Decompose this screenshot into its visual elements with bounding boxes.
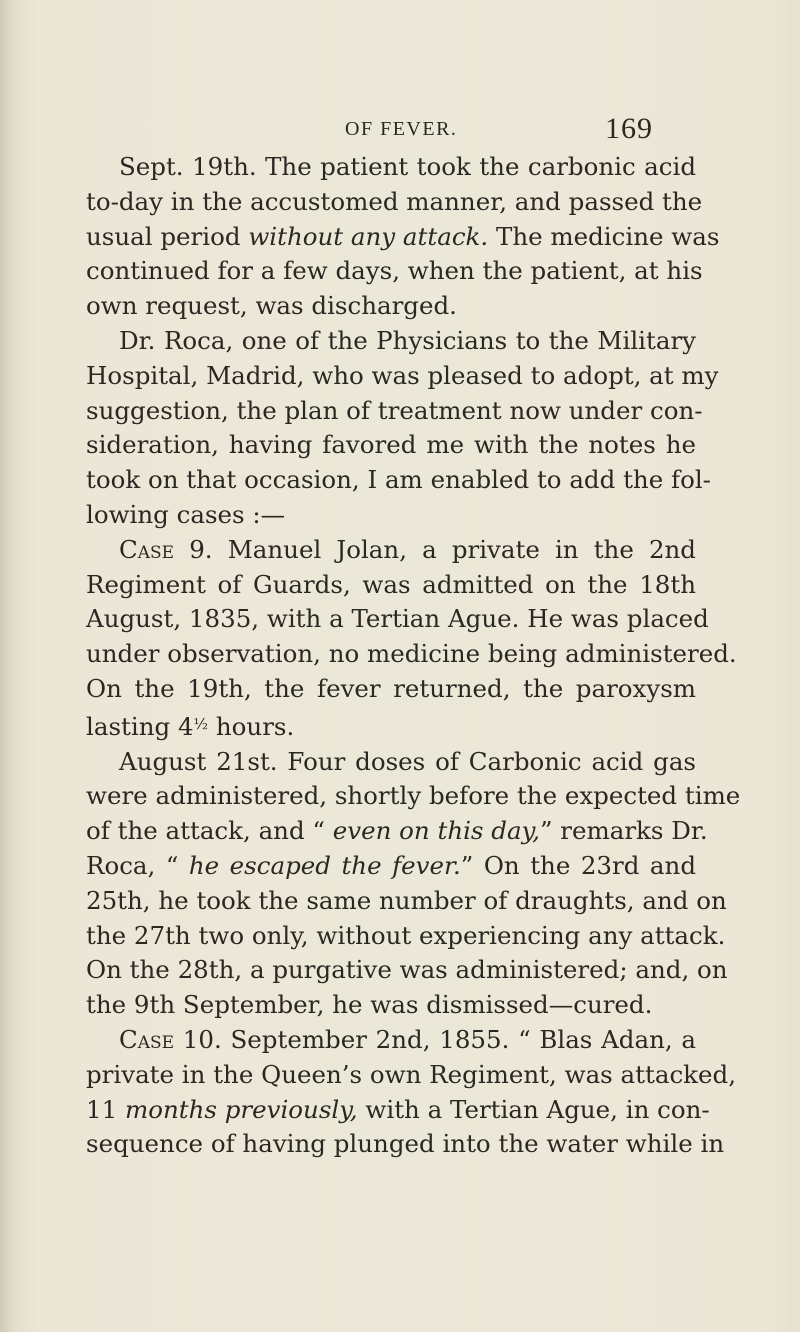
paragraph-4-line-2: were administered, shortly before the expected time xyxy=(86,781,741,811)
italic-quote: even on this day, xyxy=(332,816,540,846)
paragraph-1-line-1: Sept. 19th. The patient took the carbonic acid xyxy=(119,152,696,181)
running-title: OF FEVER. xyxy=(345,118,458,140)
paragraph-1-line-3: usual period without any attack. The medicine was xyxy=(86,221,720,251)
paragraph-4-line-7: On the 28th, a purgative was administered; and, on xyxy=(86,955,728,985)
paragraph-3-line-1: Case 9. Manuel Jolan, a private in the 2nd xyxy=(119,534,696,564)
paragraph-2-line-2: Hospital, Madrid, who was pleased to adopt, at my xyxy=(86,360,719,390)
paragraph-4-line-6: the 27th two only, without experiencing any attack. xyxy=(86,920,726,950)
italic-quote: he escaped the fever. xyxy=(188,850,461,880)
paragraph-5-line-2: private in the Queen’s own Regiment, was attacked, xyxy=(86,1059,736,1089)
paragraph-1-line-2: to-day in the accustomed manner, and passed the xyxy=(86,186,703,216)
running-head xyxy=(0,112,800,145)
body-text xyxy=(86,150,741,1162)
paragraph-1-line-5: own request, was discharged. xyxy=(86,291,457,321)
page-number: 169 xyxy=(605,112,653,145)
paragraph-2-line-4: sideration, having favored me with the notes he xyxy=(86,430,696,460)
paragraph-5-line-3: 11 months previously, with a Tertian Ague, in con- xyxy=(86,1094,710,1124)
paragraph-4-line-4: Roca, “ he escaped the fever.” On the 23rd and xyxy=(86,850,696,880)
paragraph-3-line-5: On the 19th, the fever returned, the paroxysm xyxy=(86,673,696,703)
paragraph-4-line-8: the 9th September, he was dismissed—cured. xyxy=(86,990,653,1020)
paragraph-4-line-5: 25th, he took the same number of draughts, and on xyxy=(86,885,727,915)
paragraph-2-line-3: suggestion, the plan of treatment now under con- xyxy=(86,395,703,425)
italic-emphasis: months previously, xyxy=(124,1094,358,1124)
paragraph-3-line-6: lasting $4^{\frac{1}{2}}$ hours. xyxy=(86,711,295,741)
italic-emphasis: without any attack. xyxy=(248,221,489,251)
fraction-half: ½ xyxy=(193,714,209,733)
paragraph-2-line-6: lowing cases :— xyxy=(86,499,286,529)
paragraph-3-line-3: August, 1835, with a Tertian Ague. He was placed xyxy=(86,604,709,634)
paragraph-2-line-1: Dr. Roca, one of the Physicians to the Military xyxy=(119,325,696,355)
paragraph-5-line-4: sequence of having plunged into the water while in xyxy=(86,1129,725,1159)
paragraph-3-line-2: Regiment of Guards, was admitted on the 18th xyxy=(86,569,696,599)
paragraph-2-line-5: took on that occasion, I am enabled to add the fol- xyxy=(86,465,711,495)
case-label: Case 9. xyxy=(119,534,213,564)
paragraph-5-line-1: Case 10. September 2nd, 1855. “ Blas Adan, a xyxy=(119,1024,696,1054)
paragraph-4-line-3: of the attack, and “ even on this day,” remarks Dr. xyxy=(86,816,708,846)
paragraph-1-line-4: continued for a few days, when the patient, at his xyxy=(86,256,703,286)
paragraph-3-line-4: under observation, no medicine being administered. xyxy=(86,639,737,669)
paragraph-4-line-1: August 21st. Four doses of Carbonic acid gas xyxy=(119,746,696,776)
case-label: Case 10. xyxy=(119,1024,222,1054)
